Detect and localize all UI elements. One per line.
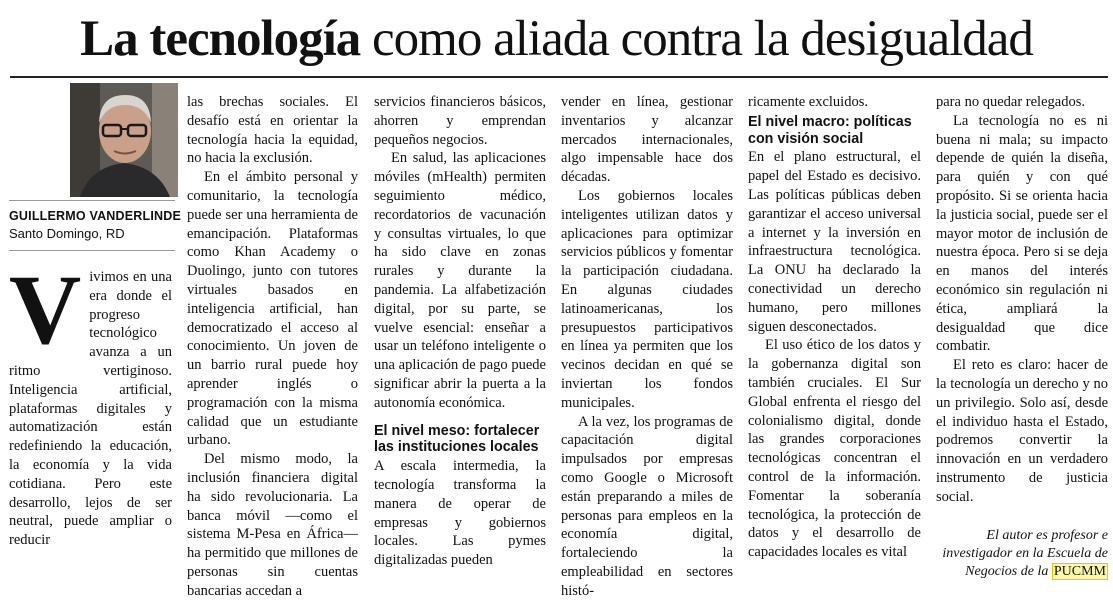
author-portrait-icon	[70, 83, 178, 197]
col4-p1: vender en línea, gestionar inventarios y alcanzar mercados internacionales, algo impensable hace dos décadas.	[561, 94, 733, 186]
column-3	[374, 93, 546, 570]
col6-p3: El reto es claro: hacer de la tecnología un derecho y no un privilegio. Solo así, desde el individuo hasta el Estado, podremos convertir la innovación en un verdadero instrumento de justicia social.	[936, 357, 1108, 505]
column-5	[748, 93, 921, 562]
col2-p3: Del mismo modo, la inclusión financiera digital ha sido revolucionaria. La banca móvil —como el sistema M-Pesa en África— ha permitido que millones de personas sin cuentas bancarias accedan a	[187, 451, 358, 599]
col2-p1: las brechas sociales. El desafío está en orientar la tecnología hacia la equidad, no hacia la exclusión.	[187, 94, 358, 167]
column-2	[187, 93, 358, 601]
col5-p2: En el plano estructural, el papel del Estado es decisivo. Las políticas públicas deben garantizar el acceso universal a internet y la inversión en infraestructura tecnológica. La ONU ha declarado la conectividad un derecho humano, pero millones siguen desconectados.	[748, 149, 921, 335]
col6-p1: para no quedar relegados.	[936, 94, 1085, 110]
col1-text: ivimos en una era donde el progreso tecnológico avanza a un ritmo vertiginoso. Inteligencia artificial, plataformas digitales y automatización están redefiniendo la educación, la economía y la vida cotidiana. Pero este desarrollo, lejos de ser neutral, puede ampliar o reducir	[9, 269, 172, 549]
col3-subheading: El nivel meso: fortalecer las instituciones locales	[374, 422, 540, 456]
column-6	[936, 93, 1108, 581]
col5-subheading: El nivel macro: políticas con visión social	[748, 113, 912, 147]
author-name: GUILLERMO VANDERLINDE	[9, 209, 182, 223]
col4-p2: Los gobiernos locales inteligentes utilizan datos y aplicaciones para optimizar servicios públicos y fomentar la participación ciudadana. En algunas ciudades latinoamericanas, los presupuestos participativos en línea ya permiten que los vecinos decidan en qué se inviertan los fondos municipales.	[561, 187, 733, 411]
col5-p1: ricamente excluidos.	[748, 94, 868, 110]
headline-rule	[10, 76, 1108, 78]
col6-p2: La tecnología no es ni buena ni mala; su impacto depende de quién la diseña, para quién y con qué propósito. Si se orienta hacia la justicia social, puede ser el mayor motor de inclusión de nuestra época. Pero si se deja en manos del interés económico sin regulación ni ética, ampliará la desigualdad que dice combatir.	[936, 112, 1108, 355]
byline-rule-bottom	[9, 250, 175, 251]
author-note	[936, 527, 1108, 581]
col5-p3: El uso ético de los datos y la gobernanza digital son también cruciales. El Sur Global enfrenta el riesgo del colonialismo digital, donde las grandes corporaciones tecnológicas concentran el control de la información. Fomentar la soberanía tecnológica, la protección de datos y el desarrollo de capacidades locales es vital	[748, 337, 921, 561]
author-place: Santo Domingo, RD	[9, 226, 125, 241]
col3-p2: En salud, las aplicaciones móviles (mHealth) permiten seguimiento médico, recordatorios de vacunación y consultas virtuales, lo que ha sido clave en zonas rurales y durante la pandemia. La alfabetización digital, por su parte, se vuelve esencial: enseñar a usar un teléfono inteligente o una aplicación de pago puede significar abrir la puerta a la autonomía económica.	[374, 150, 546, 411]
byline-rule-top	[9, 200, 175, 201]
headline-bold: La tecnología	[80, 11, 361, 67]
col3-p1: servicios financieros básicos, ahorren y emprendan pequeños negocios.	[374, 94, 546, 148]
headline	[0, 4, 1113, 74]
byline	[9, 207, 181, 243]
col3-p3: A escala intermedia, la tecnología transforma la manera de operar de empresas y gobiernos locales. Las pymes digitalizadas pueden	[374, 458, 546, 569]
column-1	[9, 254, 172, 550]
author-note-text: El autor es profesor e investigador en la Escuela de Negocios de la	[942, 527, 1108, 579]
col2-p2: En el ámbito personal y comunitario, la tecnología puede ser una herramienta de emancipación. Plataformas como Khan Academy o Duolingo, junto con tutores virtuales basados en inteligencia artificial, han democratizado el acceso al conocimiento. Un joven de un barrio rural puede hoy aprender inglés o programación con la misma calidad que un estudiante urbano.	[187, 169, 358, 449]
dropcap: V	[9, 254, 82, 365]
col4-p3: A la vez, los programas de capacitación digital impulsados por empresas como Google o Microsoft están preparando a miles de personas para empleos en la economía digital, fortaleciendo la empleabilidad en sectores histó-	[561, 413, 733, 599]
column-4	[561, 93, 733, 601]
headline-light: como aliada contra la desigualdad	[360, 11, 1033, 67]
highlighted-institution: PUCMM	[1053, 563, 1106, 579]
